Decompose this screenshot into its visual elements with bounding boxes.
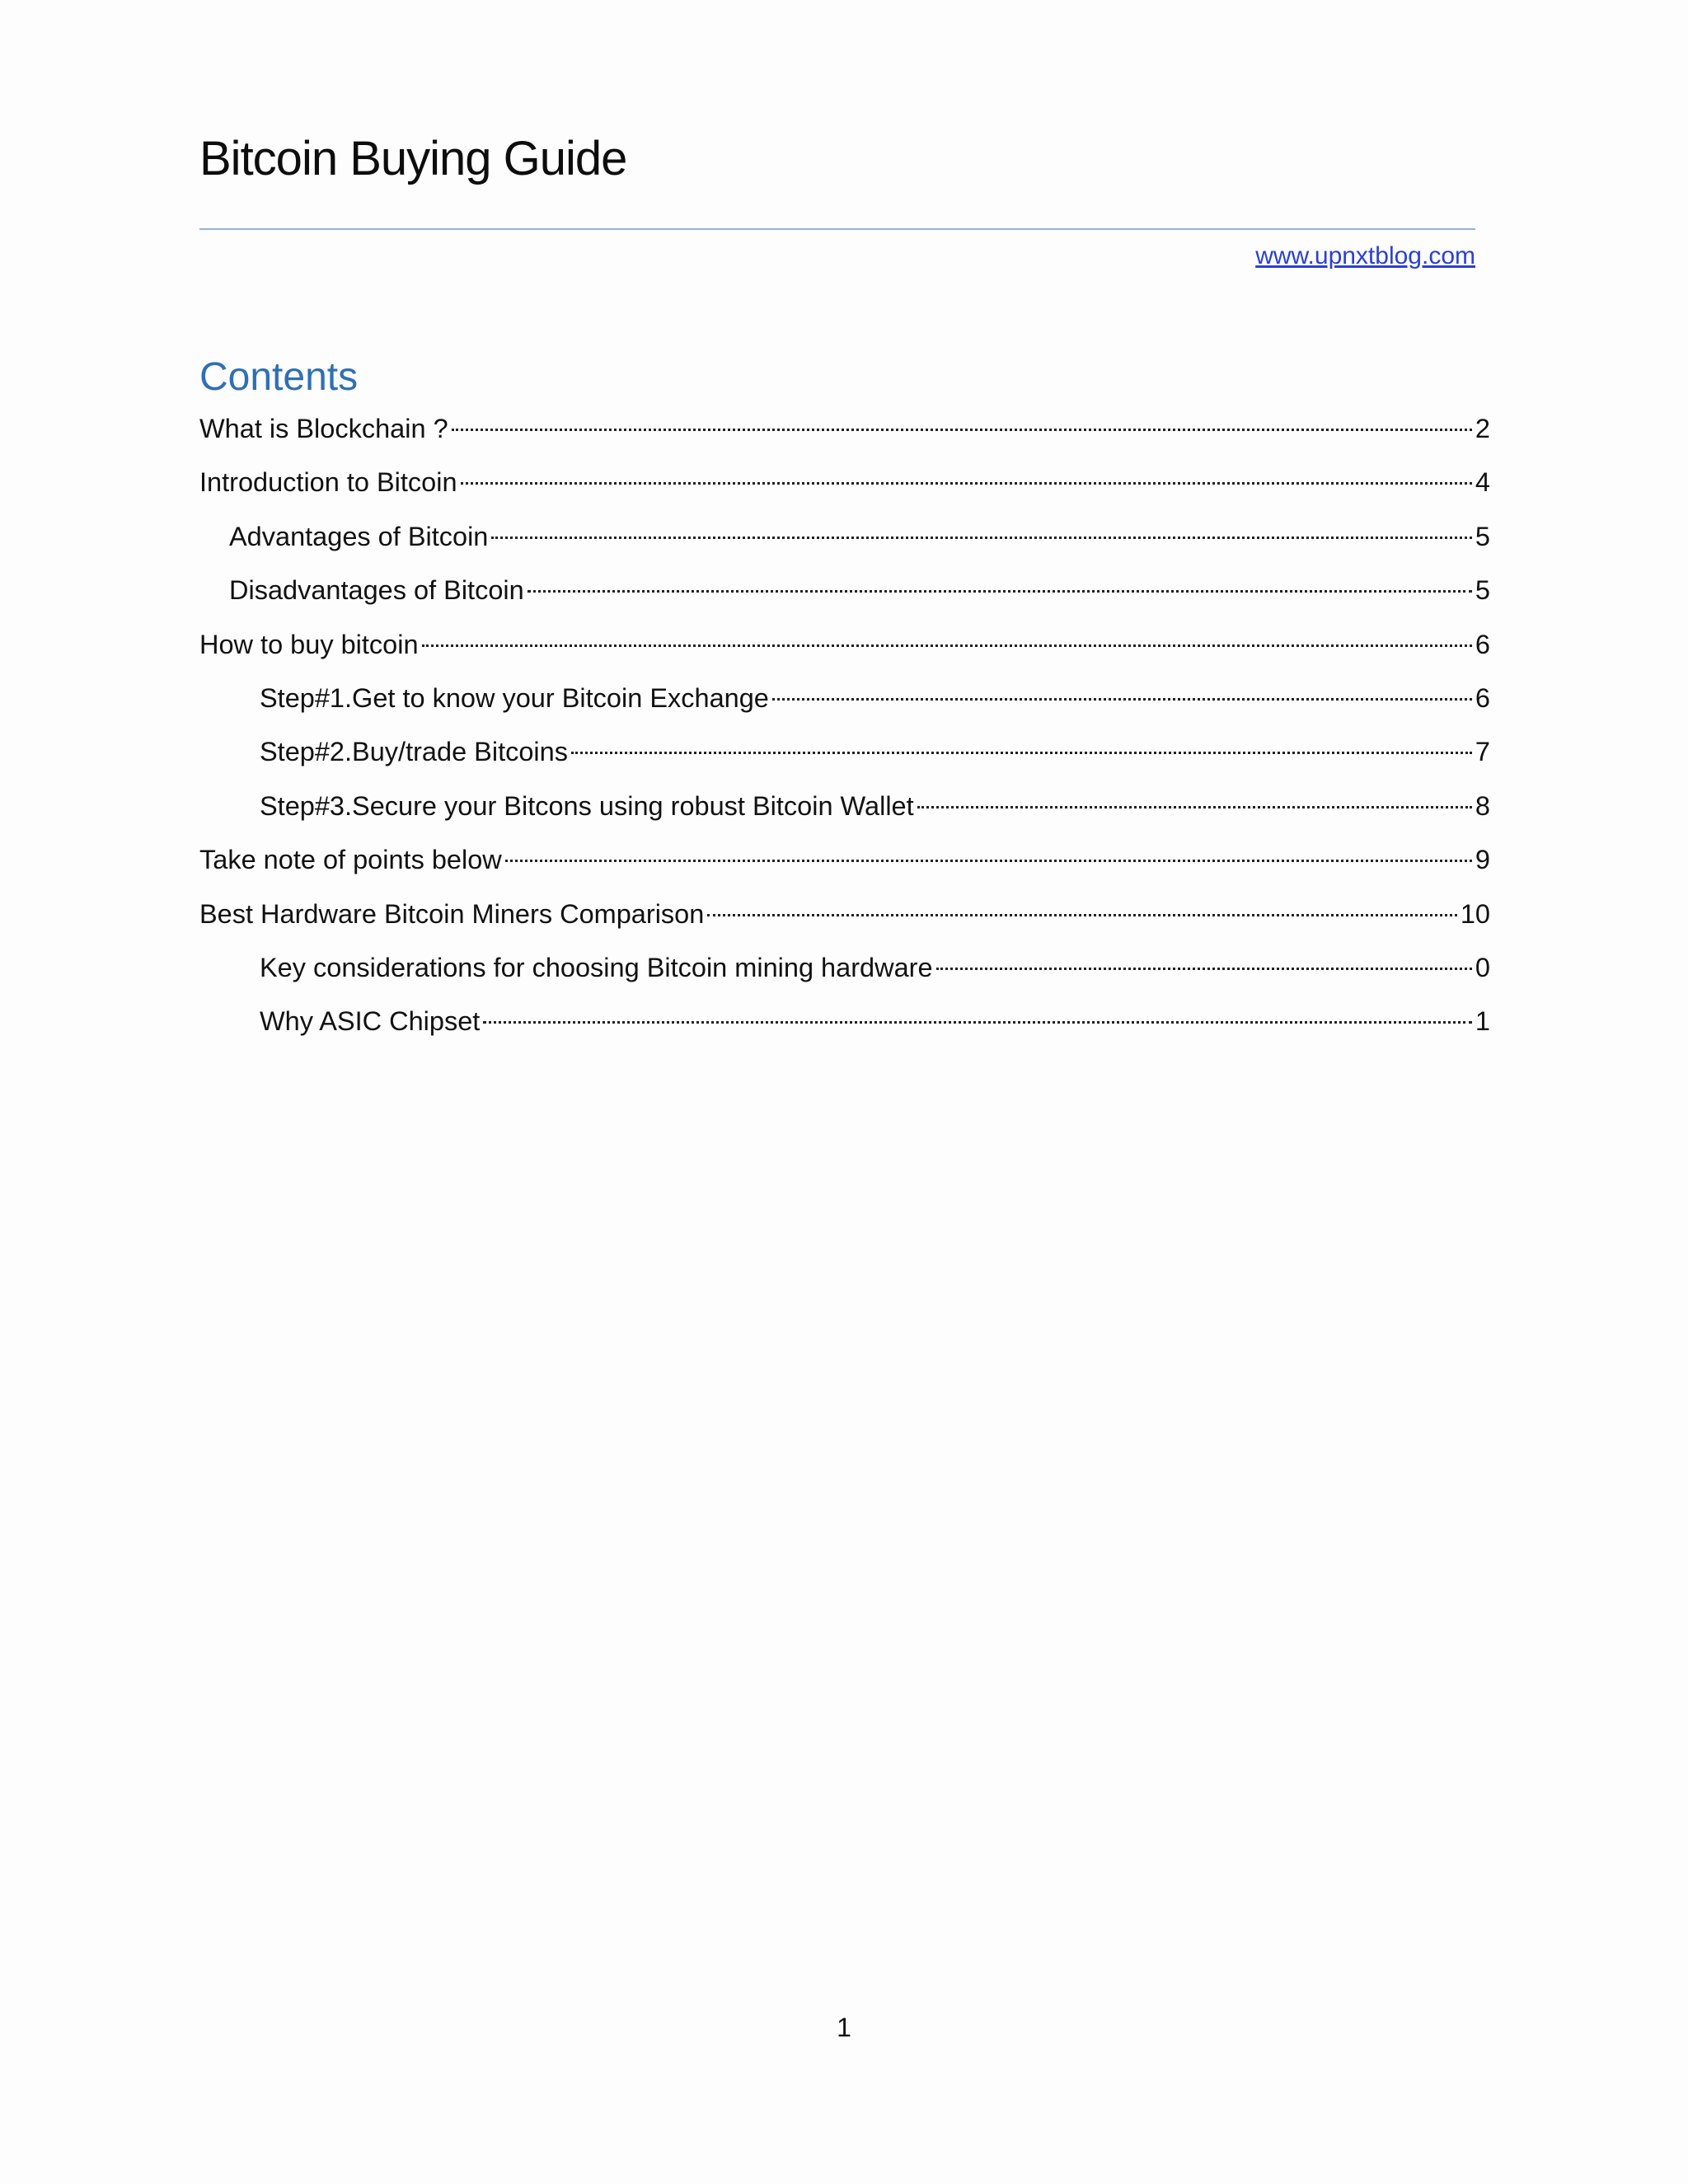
toc-entry-page: 4 bbox=[1475, 467, 1490, 498]
toc-entry[interactable] bbox=[199, 517, 1490, 570]
toc-dot-leader bbox=[707, 914, 1457, 916]
toc-entry-page: 0 bbox=[1475, 952, 1490, 982]
toc-entry-page: 9 bbox=[1475, 845, 1490, 875]
toc-dot-leader bbox=[571, 752, 1472, 754]
toc-entry-page: 8 bbox=[1475, 790, 1490, 821]
toc-entry-page: 5 bbox=[1475, 521, 1490, 551]
toc-dot-leader bbox=[491, 537, 1472, 539]
toc-entry[interactable] bbox=[199, 570, 1490, 624]
table-of-contents bbox=[199, 409, 1490, 1056]
toc-entry-page: 7 bbox=[1475, 737, 1490, 767]
toc-entry-page: 2 bbox=[1475, 414, 1490, 443]
toc-dot-leader bbox=[936, 968, 1472, 970]
toc-entry[interactable] bbox=[199, 1001, 1490, 1055]
toc-entry-page: 1 bbox=[1475, 1006, 1490, 1037]
toc-entry-label: Why ASIC Chipset bbox=[260, 1006, 481, 1037]
toc-dot-leader bbox=[528, 590, 1472, 593]
toc-entry-label: Take note of points below bbox=[199, 845, 502, 875]
toc-entry-label: Disadvantages of Bitcoin bbox=[229, 575, 524, 606]
toc-entry[interactable] bbox=[199, 625, 1490, 678]
toc-dot-leader bbox=[452, 429, 1472, 431]
toc-entry[interactable] bbox=[199, 786, 1490, 840]
toc-entry-label: Key considerations for choosing Bitcoin mining hardware bbox=[260, 952, 933, 982]
website-link[interactable]: www.upnxtblog.com bbox=[1255, 242, 1475, 269]
toc-entry-page: 10 bbox=[1460, 898, 1490, 929]
toc-entry-page: 6 bbox=[1475, 629, 1490, 659]
toc-entry-label: Advantages of Bitcoin bbox=[229, 521, 489, 551]
toc-entry[interactable] bbox=[199, 840, 1490, 893]
toc-entry-page: 6 bbox=[1475, 682, 1490, 713]
toc-entry-label: Step#2.Buy/trade Bitcoins bbox=[260, 737, 568, 767]
toc-dot-leader bbox=[483, 1021, 1472, 1024]
toc-entry[interactable] bbox=[199, 678, 1490, 732]
toc-entry[interactable] bbox=[199, 732, 1490, 785]
toc-entry[interactable] bbox=[199, 409, 1490, 462]
contents-heading: Contents bbox=[199, 355, 359, 399]
toc-entry-label: Best Hardware Bitcoin Miners Comparison bbox=[199, 898, 705, 929]
document-title: Bitcoin Buying Guide bbox=[199, 132, 627, 185]
toc-dot-leader bbox=[422, 644, 1472, 647]
toc-dot-leader bbox=[461, 482, 1472, 485]
toc-entry-label: Step#1.Get to know your Bitcoin Exchange bbox=[260, 682, 769, 713]
toc-entry[interactable] bbox=[199, 894, 1490, 948]
toc-dot-leader bbox=[917, 806, 1472, 808]
toc-entry-page: 5 bbox=[1475, 575, 1490, 606]
toc-entry[interactable] bbox=[199, 948, 1490, 1001]
toc-dot-leader bbox=[505, 860, 1472, 862]
toc-entry-label: Introduction to Bitcoin bbox=[199, 467, 457, 498]
toc-entry-label: How to buy bitcoin bbox=[199, 629, 419, 659]
toc-entry-label: What is Blockchain ? bbox=[199, 414, 448, 443]
toc-dot-leader bbox=[772, 698, 1472, 701]
page-number: 1 bbox=[837, 2013, 851, 2042]
toc-entry-label: Step#3.Secure your Bitcons using robust Bitcoin Wallet bbox=[260, 790, 914, 821]
toc-entry[interactable] bbox=[199, 462, 1490, 516]
title-divider bbox=[199, 228, 1475, 230]
